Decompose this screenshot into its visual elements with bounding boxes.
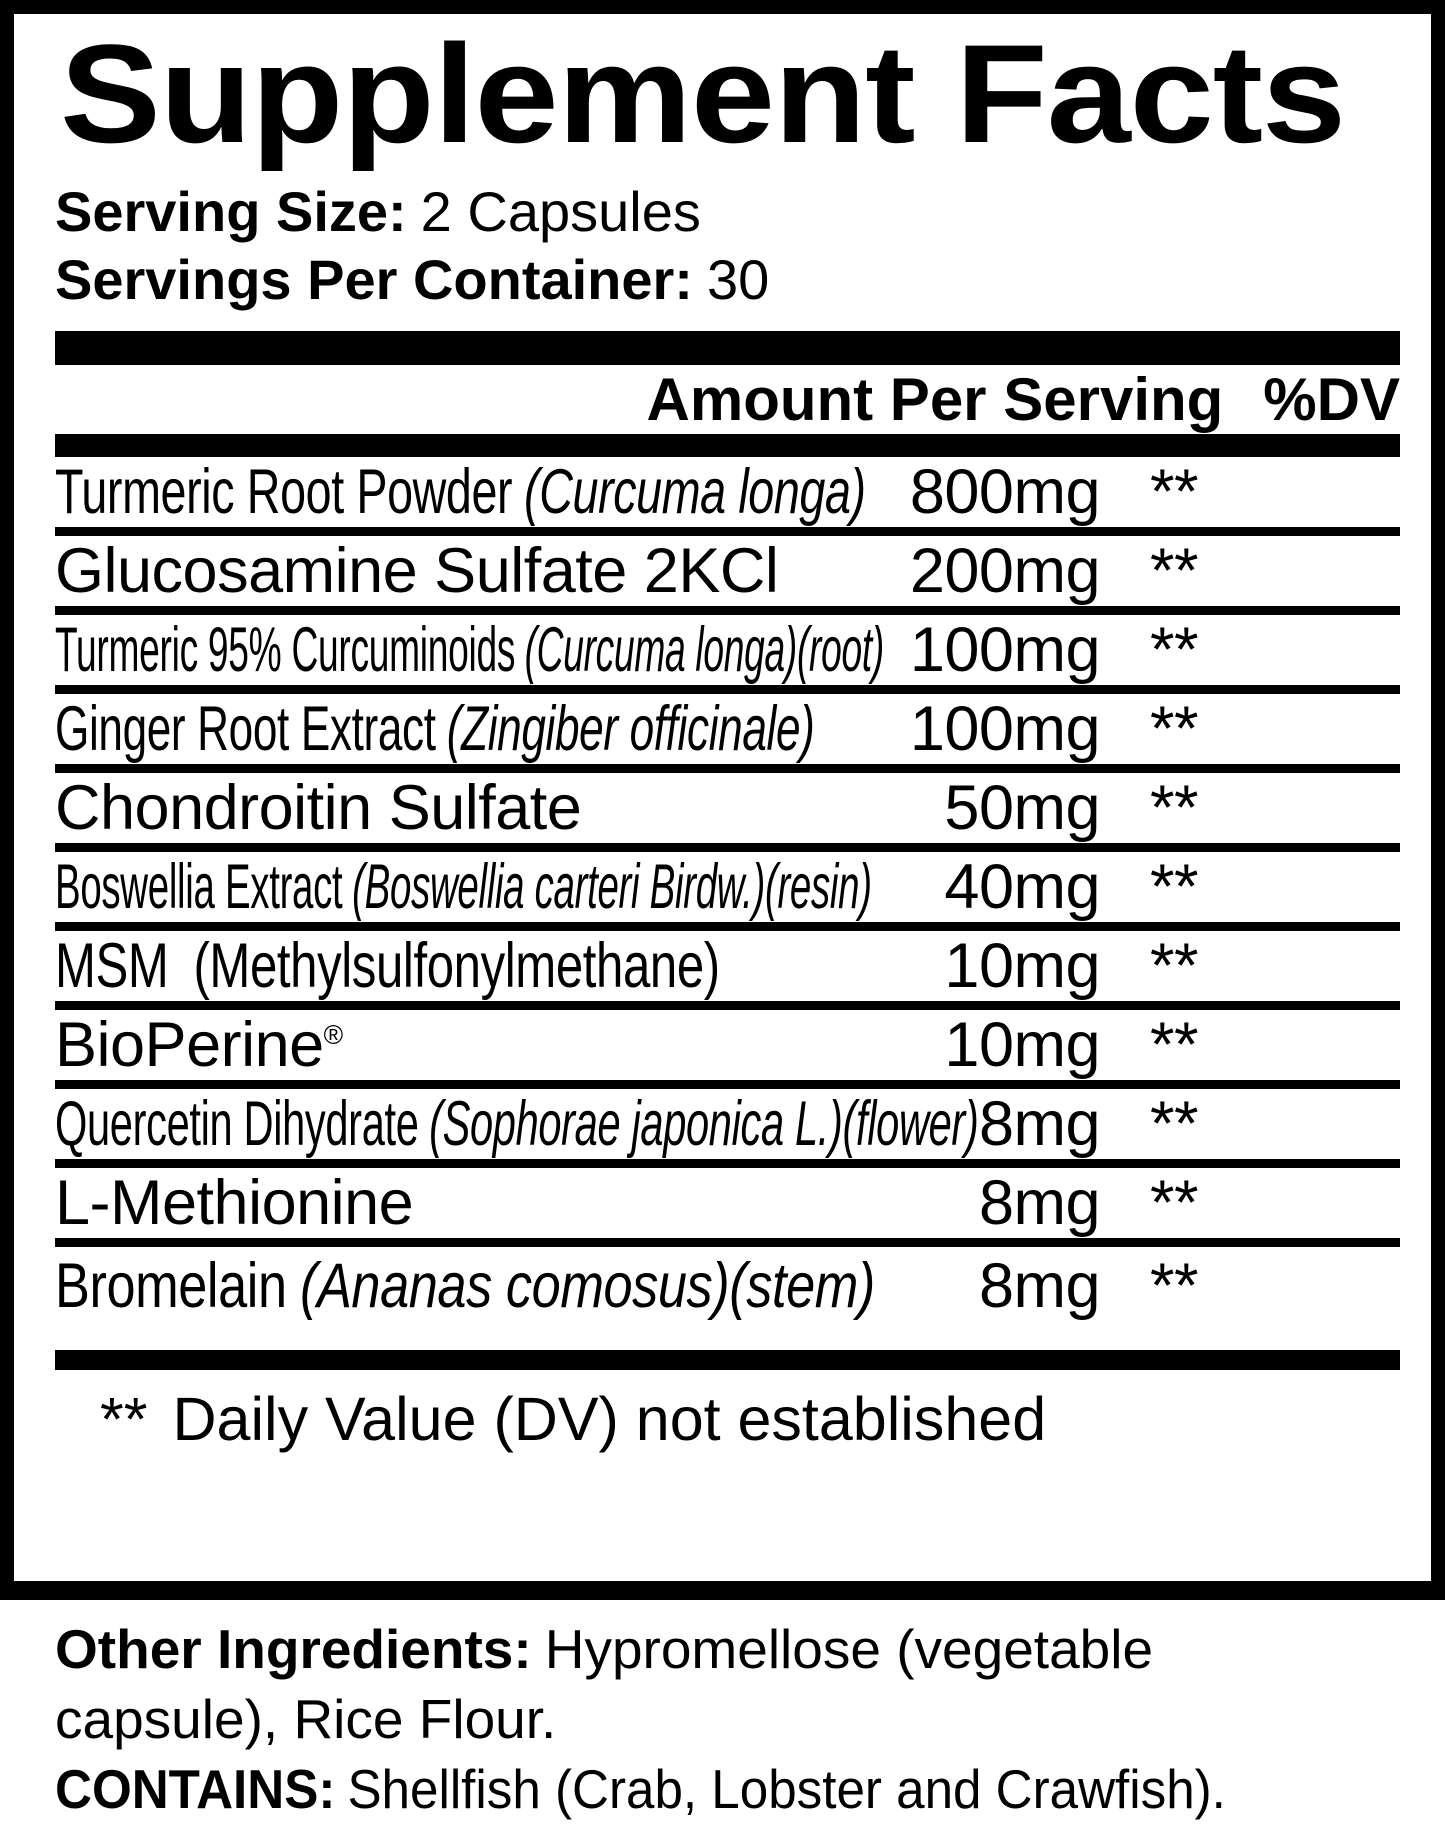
- ingredient-latin: (Sophorae japonica L.)(flower): [429, 1088, 979, 1159]
- ingredient-row-msm: [55, 931, 1400, 1010]
- ingredient-row-boswellia: [55, 852, 1400, 931]
- ingredient-name: Glucosamine Sulfate 2KCl: [55, 535, 779, 606]
- dv-header: %DV: [1263, 366, 1400, 433]
- ingredient-name-cell: [55, 614, 910, 685]
- ingredient-rows: [55, 457, 1400, 1326]
- ingredient-dv: **: [1150, 930, 1199, 1001]
- ingredient-name-cell: [55, 1251, 925, 1321]
- ingredient-dv: **: [1150, 614, 1199, 685]
- ingredient-row-bioperine: [55, 1010, 1400, 1089]
- ingredient-amount: 800mg: [909, 456, 1100, 527]
- ingredient-amount: 10mg: [944, 930, 1100, 1001]
- ingredient-row-glucosamine: [55, 536, 1400, 615]
- ingredient-name: Quercetin Dihydrate: [55, 1088, 419, 1159]
- footnote-symbol: **: [100, 1385, 148, 1453]
- ingredient-row-chondroitin: [55, 773, 1400, 852]
- ingredient-row-turmeric-95: [55, 615, 1400, 694]
- serving-size-value: 2 Capsules: [420, 180, 701, 243]
- ingredient-amount: 8mg: [978, 1088, 1100, 1159]
- ingredient-dv: **: [1150, 1088, 1199, 1159]
- ingredient-name-cell: [55, 1167, 925, 1238]
- ingredient-row-turmeric-root-powder: [55, 457, 1400, 536]
- ingredient-row-bromelain: [55, 1247, 1400, 1326]
- servings-per-container-value: 30: [706, 248, 770, 311]
- ingredient-name: Turmeric Root Powder: [55, 456, 513, 527]
- contains-statement: [55, 1754, 1306, 1824]
- ingredient-name: Chondroitin Sulfate: [55, 772, 582, 843]
- ingredient-amount: 100mg: [909, 693, 1100, 764]
- ingredient-name: BioPerine: [55, 1009, 324, 1080]
- other-ingredients-value: Hypromellose (vegetable capsule), Rice Flour.: [55, 1618, 1154, 1750]
- ingredient-name-cell: [55, 1088, 979, 1159]
- ingredient-name: MSM: [55, 930, 169, 1001]
- ingredient-row-quercetin: [55, 1089, 1400, 1168]
- ingredient-dv: **: [1150, 1167, 1199, 1238]
- ingredient-dv: **: [1150, 851, 1199, 922]
- serving-size-row: [55, 178, 1400, 246]
- serving-size-label: Serving Size:: [55, 180, 407, 243]
- registered-mark: ®: [323, 1019, 343, 1050]
- ingredient-amount: 200mg: [909, 535, 1100, 606]
- dv-footnote: [55, 1379, 1400, 1459]
- ingredient-name: Turmeric 95% Curcuminoids: [55, 614, 516, 685]
- ingredient-dv: **: [1150, 1251, 1199, 1321]
- ingredient-name: Bromelain: [55, 1251, 287, 1321]
- ingredient-name-cell: [55, 851, 925, 922]
- amount-per-serving-header: Amount Per Serving: [646, 366, 1224, 433]
- footnote-text: Daily Value (DV) not established: [172, 1385, 1047, 1453]
- ingredient-name: L-Methionine: [55, 1167, 414, 1238]
- ingredient-amount: 8mg: [978, 1167, 1100, 1238]
- top-divider-bar: [55, 331, 1400, 365]
- panel-title: Supplement Facts: [60, 15, 1345, 172]
- contains-label: CONTAINS:: [55, 1758, 336, 1820]
- ingredient-row-l-methionine: [55, 1168, 1400, 1247]
- ingredient-amount: 8mg: [978, 1251, 1100, 1321]
- ingredient-name-cell: [55, 693, 910, 764]
- other-ingredients: [55, 1614, 1335, 1754]
- ingredient-paren: (Methylsulfonylmethane): [193, 930, 720, 1001]
- ingredient-latin: (Zingiber officinale): [446, 693, 815, 764]
- ingredient-amount: 10mg: [944, 1009, 1100, 1080]
- footnote-divider-bar: [55, 1350, 1400, 1370]
- ingredient-dv: **: [1150, 772, 1199, 843]
- ingredient-dv: **: [1150, 693, 1199, 764]
- ingredient-name-cell: [55, 772, 925, 843]
- ingredient-amount: 50mg: [944, 772, 1100, 843]
- ingredient-name-cell: [55, 930, 925, 1001]
- contains-value: Shellfish (Crab, Lobster and Crawfish).: [347, 1758, 1226, 1820]
- ingredient-name-cell: [55, 535, 910, 606]
- ingredient-latin: (Boswellia carteri Birdw.)(resin): [352, 851, 872, 922]
- ingredient-latin: (Curcuma longa): [524, 456, 866, 527]
- servings-per-container-row: [55, 246, 1400, 314]
- serving-info: [55, 178, 1400, 314]
- ingredient-dv: **: [1150, 535, 1199, 606]
- column-header: [55, 365, 1400, 434]
- servings-per-container-label: Servings Per Container:: [55, 248, 693, 311]
- ingredient-dv: **: [1150, 1009, 1199, 1080]
- ingredient-dv: **: [1150, 456, 1199, 527]
- below-panel-text: [55, 1614, 1400, 1824]
- ingredient-amount: 40mg: [944, 851, 1100, 922]
- header-divider-bar: [55, 434, 1400, 457]
- ingredient-name: Ginger Root Extract: [55, 693, 436, 764]
- other-ingredients-label: Other Ingredients:: [55, 1618, 532, 1680]
- ingredient-name-cell: [55, 1009, 925, 1080]
- ingredient-latin: (Curcuma longa)(root): [524, 614, 885, 685]
- ingredient-amount: 100mg: [909, 614, 1100, 685]
- ingredient-name-cell: [55, 456, 910, 527]
- ingredient-latin: (Ananas comosus)(stem): [299, 1251, 875, 1321]
- ingredient-name: Boswellia Extract: [55, 851, 343, 922]
- ingredient-row-ginger: [55, 694, 1400, 773]
